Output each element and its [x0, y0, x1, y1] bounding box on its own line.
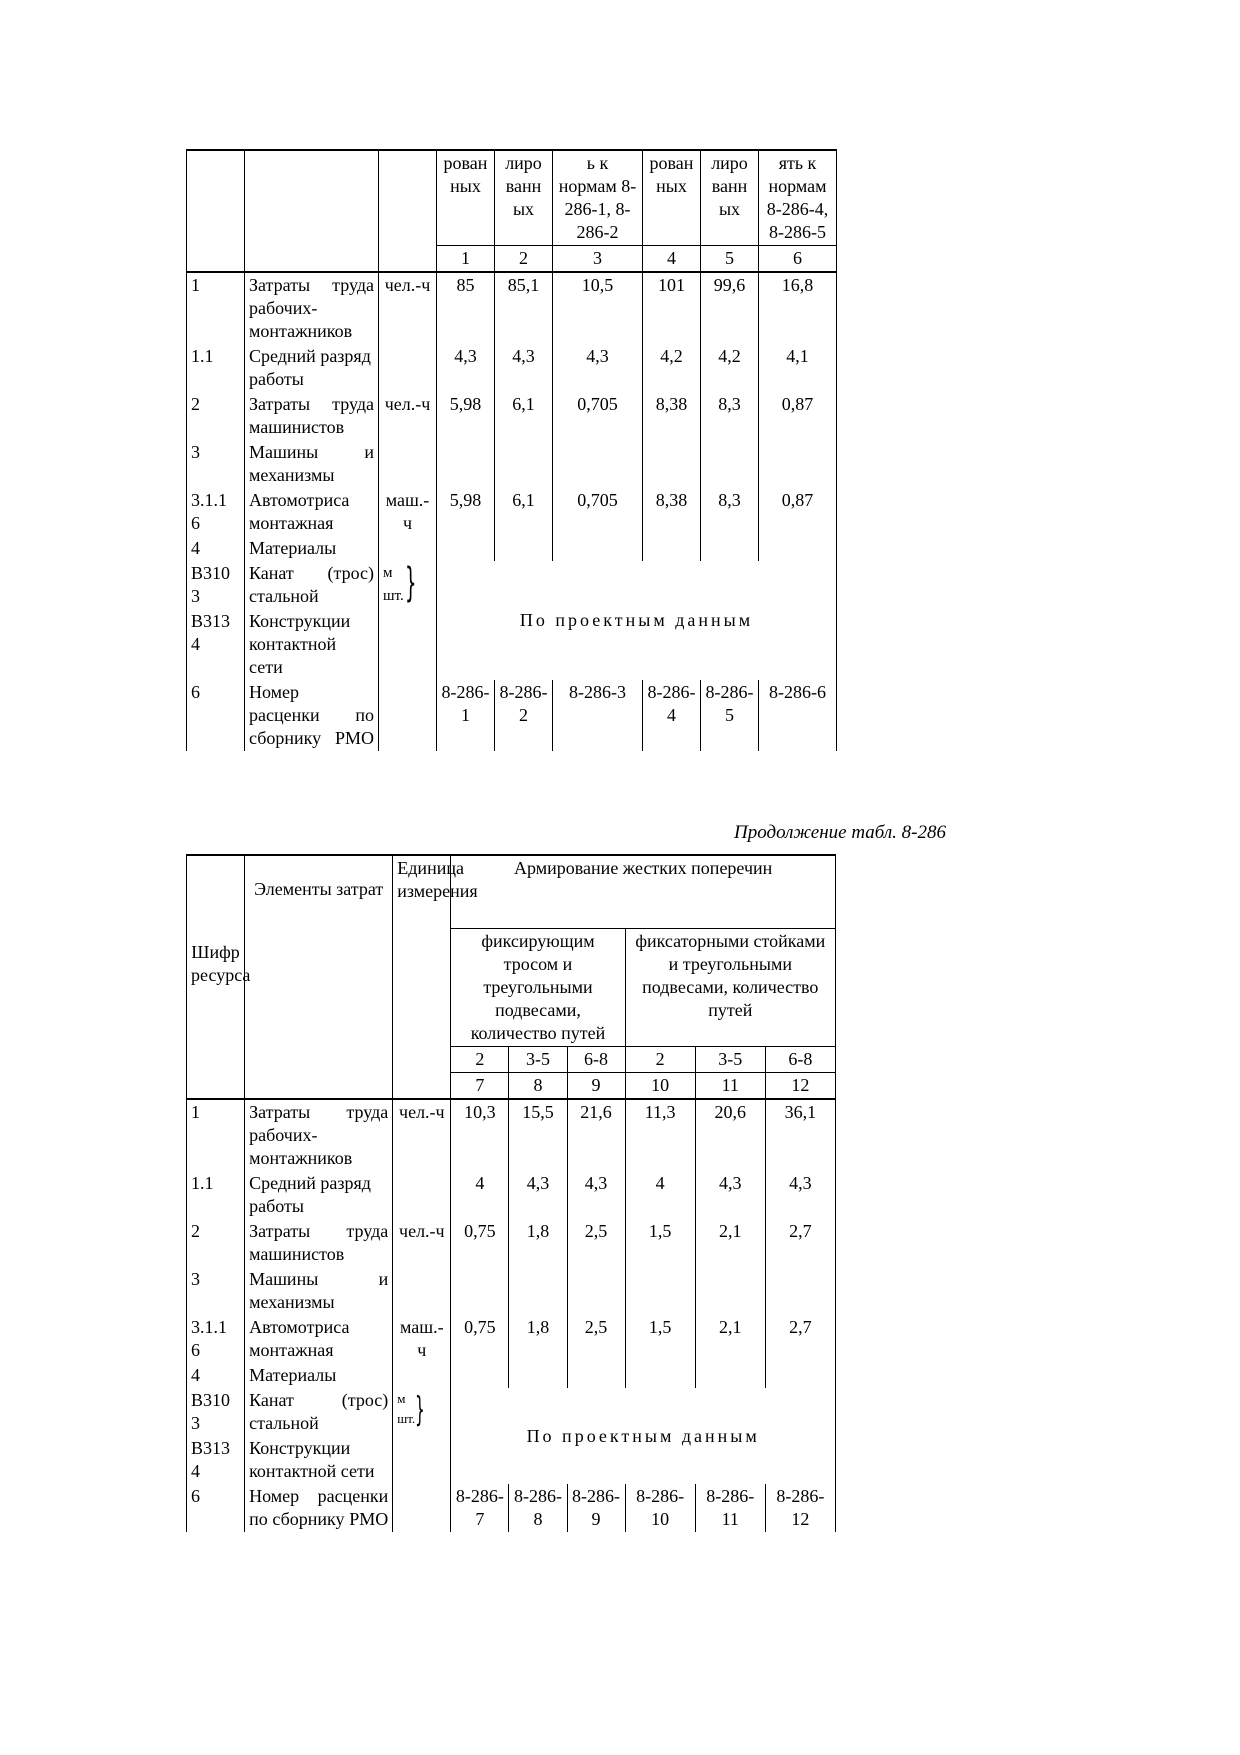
value: 8-286-3: [553, 680, 643, 751]
unit: чел.-ч: [379, 392, 437, 440]
cost-element: Материалы: [245, 536, 379, 561]
unit: чел.-ч: [379, 272, 437, 344]
merged-note: По проектным данным: [437, 561, 837, 680]
value: 8-286-9: [567, 1484, 625, 1532]
column-number-row: [187, 246, 837, 273]
value: 8,38: [643, 488, 701, 536]
path-count: 6-8: [567, 1047, 625, 1073]
value: 101: [643, 272, 701, 344]
column-number: 6: [759, 246, 837, 273]
resource-code: В313 4: [187, 1436, 245, 1484]
cost-element: Затраты труда рабочих-монтажников: [245, 272, 379, 344]
value: 0,705: [553, 488, 643, 536]
resource-code: 1: [187, 1099, 245, 1171]
brace-icon: }: [415, 1390, 426, 1430]
column-number: 5: [701, 246, 759, 273]
value: 1,8: [509, 1315, 567, 1363]
value: 2,5: [567, 1219, 625, 1267]
cost-element: Конструкции контактной сети: [245, 1436, 393, 1484]
value: 8,38: [643, 392, 701, 440]
table-row: [187, 1484, 836, 1532]
value: 4,3: [567, 1171, 625, 1219]
value: 4,1: [759, 344, 837, 392]
merged-note: По проектным данным: [451, 1388, 836, 1484]
value: 4,3: [437, 344, 495, 392]
value: 8,3: [701, 488, 759, 536]
column-number: 2: [495, 246, 553, 273]
path-count: 3-5: [509, 1047, 567, 1073]
value: 1,5: [625, 1219, 695, 1267]
header-unit: Единица измерения: [393, 855, 451, 1073]
path-count: 2: [451, 1047, 509, 1073]
header-subgroup: фиксирующим тросом и треугольными подвесами, количество путей: [451, 929, 625, 1047]
value: 2,5: [567, 1315, 625, 1363]
column-number: 7: [451, 1073, 509, 1100]
table-continued-part: [186, 149, 837, 751]
unit: маш.-ч: [379, 488, 437, 536]
value: 4: [451, 1171, 509, 1219]
value: 5,98: [437, 392, 495, 440]
value: 85: [437, 272, 495, 344]
value: 8-286-4: [643, 680, 701, 751]
header-resource-code: Шифр ресурса: [187, 855, 245, 1073]
cost-element: Машины и механизмы: [245, 440, 379, 488]
value: 4,3: [765, 1171, 835, 1219]
materials-row: [187, 561, 837, 609]
resource-code: В310 3: [187, 1388, 245, 1436]
value: 1,8: [509, 1219, 567, 1267]
cost-element: Затраты труда рабочих-монтажников: [245, 1099, 393, 1171]
header-cell: лиро ванн ых: [701, 150, 759, 246]
cost-element: Затраты труда машинистов: [245, 1219, 393, 1267]
unit: шт.: [383, 588, 404, 604]
value: 15,5: [509, 1099, 567, 1171]
table-row: [187, 1219, 836, 1267]
value: 8,3: [701, 392, 759, 440]
resource-code: В313 4: [187, 609, 245, 680]
cost-element: Номер расценки по сборнику РМО: [245, 1484, 393, 1532]
value: 5,98: [437, 488, 495, 536]
column-number: 8: [509, 1073, 567, 1100]
value: 8-286-11: [695, 1484, 765, 1532]
header-cell: рован ных: [643, 150, 701, 246]
path-count: 2: [625, 1047, 695, 1073]
table-row: [187, 536, 837, 561]
cost-element: Средний разряд работы: [245, 344, 379, 392]
unit: м: [397, 1391, 406, 1406]
value: 10,3: [451, 1099, 509, 1171]
header-cell: рован ных: [437, 150, 495, 246]
resource-code: 6: [187, 680, 245, 751]
table-row: [187, 344, 837, 392]
value: 8-286-2: [495, 680, 553, 751]
value: 2,1: [695, 1315, 765, 1363]
value: 0,75: [451, 1219, 509, 1267]
column-number: 10: [625, 1073, 695, 1100]
brace-icon: }: [405, 560, 417, 606]
cost-element: Средний разряд работы: [245, 1171, 393, 1219]
resource-code: В310 3: [187, 561, 245, 609]
path-count: 6-8: [765, 1047, 835, 1073]
value: 8-286-8: [509, 1484, 567, 1532]
column-number-row: [187, 1073, 836, 1100]
value: 21,6: [567, 1099, 625, 1171]
unit: м: [383, 565, 393, 581]
value: 8-286-12: [765, 1484, 835, 1532]
value: 2,7: [765, 1219, 835, 1267]
resource-code: 1.1: [187, 344, 245, 392]
value: 2,7: [765, 1315, 835, 1363]
table-row: [187, 272, 837, 344]
cost-element: Автомотриса монтажная: [245, 488, 379, 536]
value: 1,5: [625, 1315, 695, 1363]
value: 0,705: [553, 392, 643, 440]
resource-code: 4: [187, 536, 245, 561]
header-cell: ь к нормам 8-286-1, 8-286-2: [553, 150, 643, 246]
resource-code: 2: [187, 392, 245, 440]
value: 8-286-6: [759, 680, 837, 751]
cost-element: Машины и механизмы: [245, 1267, 393, 1315]
table-row: [187, 1099, 836, 1171]
column-number: 9: [567, 1073, 625, 1100]
table-row: [187, 1363, 836, 1388]
unit: [379, 344, 437, 392]
table-continuation: [186, 854, 836, 1532]
resource-code: 3: [187, 1267, 245, 1315]
unit: чел.-ч: [393, 1099, 451, 1171]
table-row: [187, 488, 837, 536]
resource-code: 6: [187, 1484, 245, 1532]
resource-code: 3: [187, 440, 245, 488]
column-number: 11: [695, 1073, 765, 1100]
header-group: Армирование жестких поперечин: [451, 855, 836, 929]
header-row: [187, 855, 836, 929]
value: 4: [625, 1171, 695, 1219]
value: 16,8: [759, 272, 837, 344]
unit-brace: [393, 1388, 451, 1484]
cost-element: Канат (трос) стальной: [245, 1388, 393, 1436]
cost-element: Автомотриса монтажная: [245, 1315, 393, 1363]
column-number: 3: [553, 246, 643, 273]
cost-element: Материалы: [245, 1363, 393, 1388]
resource-code: 1: [187, 272, 245, 344]
value: 8-286-1: [437, 680, 495, 751]
value: 36,1: [765, 1099, 835, 1171]
table-row: [187, 1171, 836, 1219]
column-number: 1: [437, 246, 495, 273]
cost-element: Затраты труда машинистов: [245, 392, 379, 440]
resource-code: 3.1.1 6: [187, 1315, 245, 1363]
column-number: 12: [765, 1073, 835, 1100]
resource-code: 1.1: [187, 1171, 245, 1219]
unit: [393, 1171, 451, 1219]
table-row: [187, 392, 837, 440]
column-number: 4: [643, 246, 701, 273]
table-row: [187, 440, 837, 488]
unit: чел.-ч: [393, 1219, 451, 1267]
value: 0,87: [759, 488, 837, 536]
value: 99,6: [701, 272, 759, 344]
value: 85,1: [495, 272, 553, 344]
value: 4,3: [695, 1171, 765, 1219]
value: 0,75: [451, 1315, 509, 1363]
value: 4,3: [495, 344, 553, 392]
unit-brace: [379, 561, 437, 680]
resource-code: 4: [187, 1363, 245, 1388]
cost-element: Канат (трос) стальной: [245, 561, 379, 609]
value: 10,5: [553, 272, 643, 344]
resource-code: 2: [187, 1219, 245, 1267]
header-cell: ять к нормам 8-286-4, 8-286-5: [759, 150, 837, 246]
table-row: [187, 1267, 836, 1315]
header-fragment-row: [187, 150, 837, 246]
value: 6,1: [495, 488, 553, 536]
value: 4,3: [509, 1171, 567, 1219]
value: 6,1: [495, 392, 553, 440]
header-cell: лиро ванн ых: [495, 150, 553, 246]
materials-row: [187, 1388, 836, 1436]
header-cost-elements: Элементы затрат: [245, 855, 393, 1073]
cost-element: Номер расценки по сборнику РМО: [245, 680, 379, 751]
unit: маш.-ч: [393, 1315, 451, 1363]
path-count: 3-5: [695, 1047, 765, 1073]
value: 11,3: [625, 1099, 695, 1171]
value: 4,2: [643, 344, 701, 392]
value: 4,2: [701, 344, 759, 392]
cost-element: Конструкции контактной сети: [245, 609, 379, 680]
table-row: [187, 680, 837, 751]
value: 2,1: [695, 1219, 765, 1267]
header-subgroup: фиксаторными стойками и треугольными подвесами, количество путей: [625, 929, 835, 1047]
value: 4,3: [553, 344, 643, 392]
value: 8-286-10: [625, 1484, 695, 1532]
value: 0,87: [759, 392, 837, 440]
value: 8-286-7: [451, 1484, 509, 1532]
value: 8-286-5: [701, 680, 759, 751]
table-row: [187, 1315, 836, 1363]
value: 20,6: [695, 1099, 765, 1171]
table-caption: Продолжение табл. 8-286: [733, 822, 946, 843]
resource-code: 3.1.1 6: [187, 488, 245, 536]
unit: шт.: [397, 1411, 416, 1426]
